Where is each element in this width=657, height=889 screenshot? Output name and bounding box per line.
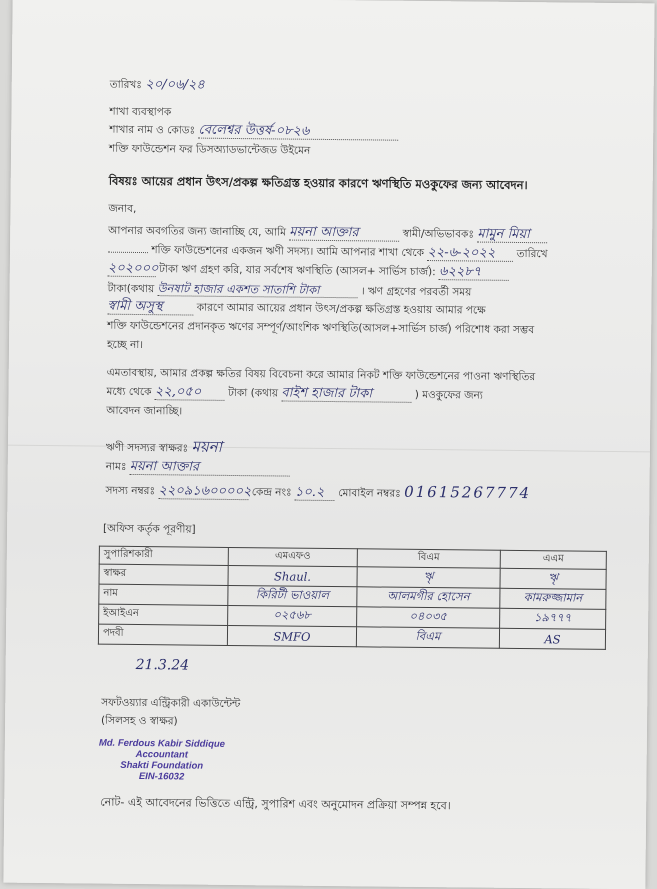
subject: বিষয়ঃ আয়ের প্রধান উৎস/প্রকল্প ক্ষতিগ্রস্ত হওয়ার কারণে ঋণস্থিতি মওকুফের জন্য আবেদন। bbox=[108, 173, 528, 193]
loan-amount: ২০২০০০ bbox=[107, 260, 159, 277]
blank bbox=[108, 252, 148, 253]
guardian-name: মামুন মিয়া bbox=[477, 228, 547, 244]
member-no-value: ২২০৯১৬০০০০২ bbox=[158, 483, 252, 500]
member-sig-line bbox=[106, 439, 222, 456]
member-sig-label: ঋণী সদস্যর স্বাক্ষরঃ bbox=[105, 441, 189, 455]
table-header: এএম bbox=[500, 550, 606, 569]
body-line-7: হচ্ছে না। bbox=[106, 338, 144, 352]
body-text: । ঋণ গ্রহণের পরবর্তী সময় bbox=[360, 285, 472, 299]
branch-name-value: বেলেশ্বর উত্তর্ষ-০৮২৬ bbox=[198, 124, 398, 141]
table-cell: SMFO bbox=[227, 625, 356, 646]
waiver-words: বাইশ হাজার টাকা bbox=[281, 386, 411, 402]
member-name-line bbox=[106, 460, 290, 477]
body-text: শক্তি ফাউন্ডেশনের একজন ঋণী সদস্য। আমি আপনার শাখা থেকে bbox=[151, 244, 425, 259]
member-no-label: সদস্য নম্বরঃ bbox=[105, 484, 156, 498]
row-label: ইআইএন bbox=[99, 604, 228, 625]
mobile-label: মোবাইল নম্বরঃ bbox=[338, 487, 401, 500]
row-label: নাম bbox=[99, 584, 228, 605]
table-row bbox=[98, 624, 605, 649]
table-cell: বিএম bbox=[356, 627, 499, 648]
date-label: তারিখঃ bbox=[109, 78, 143, 92]
member-signature: ময়না bbox=[191, 437, 223, 456]
loan-date: ২২-৬-২০২২ bbox=[427, 246, 513, 262]
body-line-3 bbox=[108, 262, 509, 281]
table-cell: ০৪০৩৫ bbox=[356, 607, 499, 628]
member-no-line bbox=[105, 482, 531, 503]
accountant-seal-note: (সিলসহ ও স্বাক্ষর) bbox=[101, 714, 178, 728]
footer-note: নোট- এই আবেদনের ভিত্তিতে এন্ট্রি, সুপারিশ এবং অনুমোদন প্রক্রিয়া সম্পন্ন হবে। bbox=[100, 795, 451, 813]
table-cell: আলমগীর হোসেন bbox=[357, 587, 500, 608]
table-header: সুপারিশকারী bbox=[99, 546, 228, 565]
mobile-value: 01615267774 bbox=[404, 482, 532, 503]
stamp-org: Shakti Foundation bbox=[120, 759, 204, 772]
body-text: টাকা (কথায় bbox=[228, 386, 279, 400]
body-text: টাকা ঋণ গ্রহণ করি, যার সর্বশেষ ঋণস্থিতি (আসল+ সার্ভিস চার্জ): bbox=[159, 263, 436, 279]
stamp-ein: EIN-16032 bbox=[138, 771, 185, 783]
body-text: আপনার অবগতির জন্য জানাচ্ছি যে, আমি bbox=[108, 224, 287, 239]
office-table bbox=[98, 546, 607, 650]
body-text: মধ্যে থেকে bbox=[106, 385, 152, 399]
body-line-4 bbox=[108, 281, 472, 300]
table-cell: ০২৫৬৮ bbox=[228, 605, 357, 626]
cause: স্বামী অসুস্থ bbox=[107, 300, 193, 316]
accountant-sign-date: 21.3.24 bbox=[135, 656, 190, 674]
p2-line-3: আবেদন জানাচ্ছি। bbox=[106, 404, 183, 418]
stamp-role: Accountant bbox=[135, 748, 188, 761]
org-name: শক্তি ফাউন্ডেশন ফর ডিসঅ্যাডভান্টেজড উইমেন bbox=[109, 142, 311, 157]
branch-manager: শাখা ব্যবস্থাপক bbox=[109, 105, 172, 119]
borrower-name: ময়না আক্তার bbox=[289, 226, 399, 242]
body-text: কারণে আমার আয়ের প্রধান উৎস/প্রকল্প ক্ষতিগ্রস্ত হওয়ায় আমার পক্ষে bbox=[196, 301, 486, 317]
table-cell: ১৯৭৭৭ bbox=[500, 608, 606, 629]
table-header: বিএম bbox=[357, 549, 500, 568]
table-cell: Shaul. bbox=[228, 565, 357, 586]
body-text: স্বামী/অভিভাবকঃ bbox=[402, 227, 475, 241]
body-text: ) মওকুফের জন্য bbox=[414, 388, 483, 402]
member-name-label: নামঃ bbox=[105, 460, 127, 473]
body-line-6: শক্তি ফাউন্ডেশনের প্রদানকৃত ঋণের সম্পূর্ণ/আংশিক ঋণস্থিতি(আসল+সার্ভিস চার্জ) পরিশোধ করা সম্ভব bbox=[107, 319, 535, 337]
p2-line-2 bbox=[106, 385, 482, 404]
center-value: ১০.২ bbox=[295, 486, 335, 501]
center-label: কেন্দ্র নংঃ bbox=[251, 486, 292, 499]
document-page bbox=[3, 0, 654, 889]
body-line-5 bbox=[107, 300, 485, 319]
waiver-amount: ২২,০৫০ bbox=[155, 385, 225, 401]
branch-name-label: শাখার নাম ও কোডঃ bbox=[109, 123, 196, 137]
body-text: টাকা(কথায় bbox=[107, 282, 155, 296]
stamp-name: Md. Ferdous Kabir Siddique bbox=[98, 737, 226, 750]
office-label: [অফিস কর্তৃক পূরণীয়] bbox=[103, 522, 196, 536]
table-cell: ৠ bbox=[357, 567, 500, 588]
body-line-1 bbox=[108, 224, 547, 244]
table-cell: ৠ bbox=[500, 568, 606, 589]
body-text: তারিখে bbox=[516, 247, 548, 261]
branch-line bbox=[109, 123, 398, 141]
member-name-value: ময়না আক্তার bbox=[130, 460, 290, 477]
accountant-title: সফটওয়্যার এন্ট্রিকারী একাউন্টেন্ট bbox=[101, 696, 241, 711]
date-line bbox=[110, 78, 205, 93]
salutation: জনাব, bbox=[108, 202, 137, 215]
balance: ৬২২৮৭ bbox=[439, 265, 509, 281]
table-cell: AS bbox=[499, 628, 605, 649]
p2-line-1: এমতাবস্থায়, আমার প্রকল্প ক্ষতির বিষয় বিবেচনা করে আমার নিকট শক্তি ফাউন্ডেশনের পাওনা ঋণস্থিতির bbox=[106, 366, 536, 384]
date-value: ২০/০৬/২৪ bbox=[145, 77, 205, 93]
body-line-2 bbox=[108, 243, 548, 263]
row-label: পদবী bbox=[98, 624, 227, 645]
balance-words: উনষাট হাজার একশত সাতাশি টাকা bbox=[158, 281, 358, 298]
table-cell: কিরিটী ভাওয়াল bbox=[228, 585, 357, 606]
row-label: স্বাক্ষর bbox=[99, 564, 228, 585]
accountant-stamp bbox=[98, 738, 225, 783]
table-header: এমএফও bbox=[228, 547, 357, 566]
paper-fold bbox=[8, 445, 650, 453]
table-cell: কামরুজ্জামান bbox=[500, 588, 606, 609]
